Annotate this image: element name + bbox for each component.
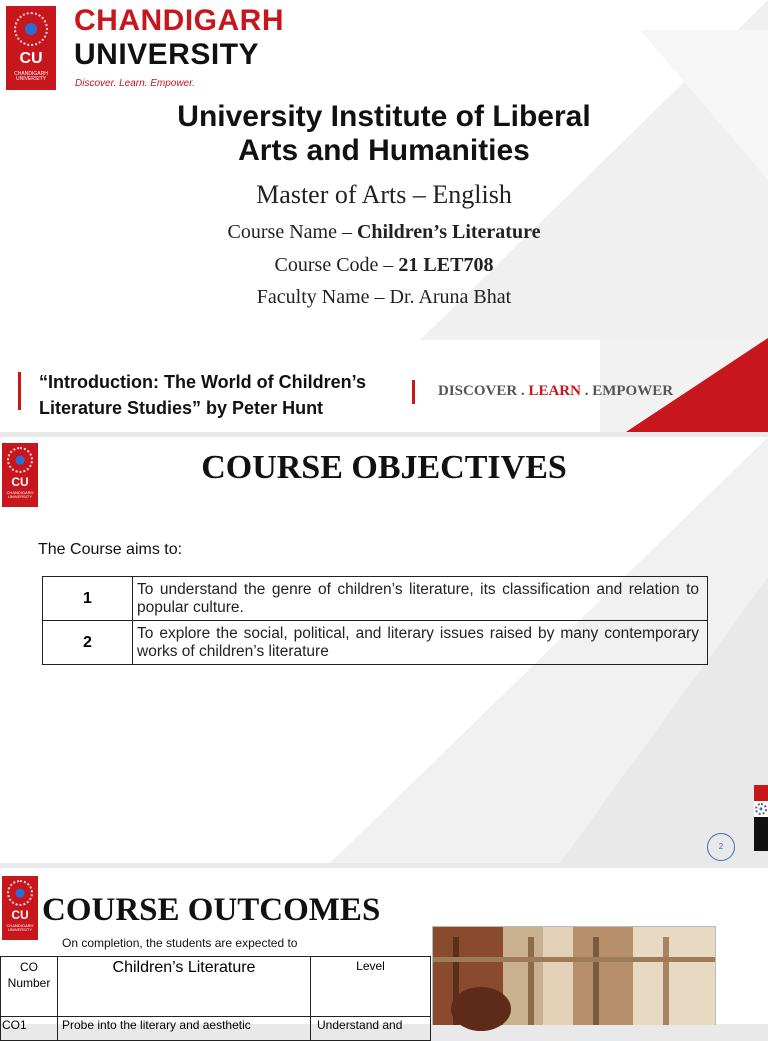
logo-cu-text: CU [11,908,29,922]
brand-name-line2: UNIVERSITY [74,38,260,71]
header-level: Level [311,957,431,1017]
institute-name [0,100,768,168]
logo-emblem-icon [7,880,33,906]
course-code-line [0,254,768,277]
illustration-frame [432,926,716,1025]
objective-row [43,621,708,665]
corner-emblem-icon [755,803,767,815]
quote-accent-bar [18,372,21,410]
logo-cu-text: CU [19,50,43,67]
faculty-name: Faculty Name – Dr. Aruna Bhat [256,286,512,308]
objectives-table [42,576,708,665]
motto-accent-bar [412,380,415,404]
objective-text: To explore the social, political, and literary issues raised by many contemporary works of children’s literature [133,621,708,665]
course-code-label: Course Code – [274,254,399,276]
outcomes-table [0,956,431,1041]
logo-cu-text: CU [11,475,29,489]
slide-title: COURSE OUTCOMES [42,892,381,928]
slide-title: COURSE OBJECTIVES [201,449,567,486]
brand-name-line1: CHANDIGARH [74,4,284,37]
logo-subtext: CHANDIGARH UNIVERSITY [6,923,34,932]
institute-line1: University Institute of Liberal [177,100,591,133]
outcome-co: CO1 [1,1017,58,1041]
outcomes-header-row [1,957,431,1017]
illustration-painting [433,927,715,1025]
outcome-level: Understand and [311,1017,431,1041]
brand-tagline: Discover. Learn. Empower. [75,78,195,89]
program-name: Master of Arts – English [256,180,512,209]
objectives-intro: The Course aims to: [38,541,183,558]
objective-text: To understand the genre of children’s literature, its classification and relation to popular culture. [133,577,708,621]
objectives-slide [0,437,768,863]
motto-learn: LEARN [528,383,581,399]
corner-logo-fragment-dark [754,817,768,851]
logo-subtext: CHANDIGARH UNIVERSITY [14,71,48,82]
header-childrens-literature: Children’s Literature [58,957,311,1017]
objective-number: 2 [43,621,133,665]
corner-logo-fragment [754,785,768,801]
course-code-value: 21 LET708 [398,254,494,276]
institute-line2: Arts and Humanities [238,134,530,167]
outcomes-slide [0,868,768,1032]
lecture-title-line1: “Introduction: The World of Children’s [39,372,366,392]
lecture-title-line2: Literature Studies” by Peter Hunt [39,398,324,418]
page-number-badge: 2 [707,833,735,861]
outcomes-subtitle: On completion, the students are expected to [62,936,298,950]
university-logo-small [2,876,38,940]
header-co-number: CO Number [1,957,58,1017]
course-name-label: Course Name – [227,221,357,243]
university-logo [6,6,56,90]
motto-empower: . EMPOWER [580,383,674,399]
outcome-row [1,1017,431,1041]
objective-number: 1 [43,577,133,621]
title-slide [0,0,768,432]
logo-subtext: CHANDIGARH UNIVERSITY [6,490,34,499]
motto-discover: DISCOVER . [438,383,529,399]
course-name-line [0,221,768,244]
logo-emblem-icon [14,12,48,46]
corner-logo-fragment-white [754,801,768,817]
motto [438,383,673,400]
outcome-text: Probe into the literary and aesthetic [58,1017,311,1041]
lecture-title [39,369,366,421]
objective-row [43,577,708,621]
course-name-value: Children’s Literature [356,221,541,243]
